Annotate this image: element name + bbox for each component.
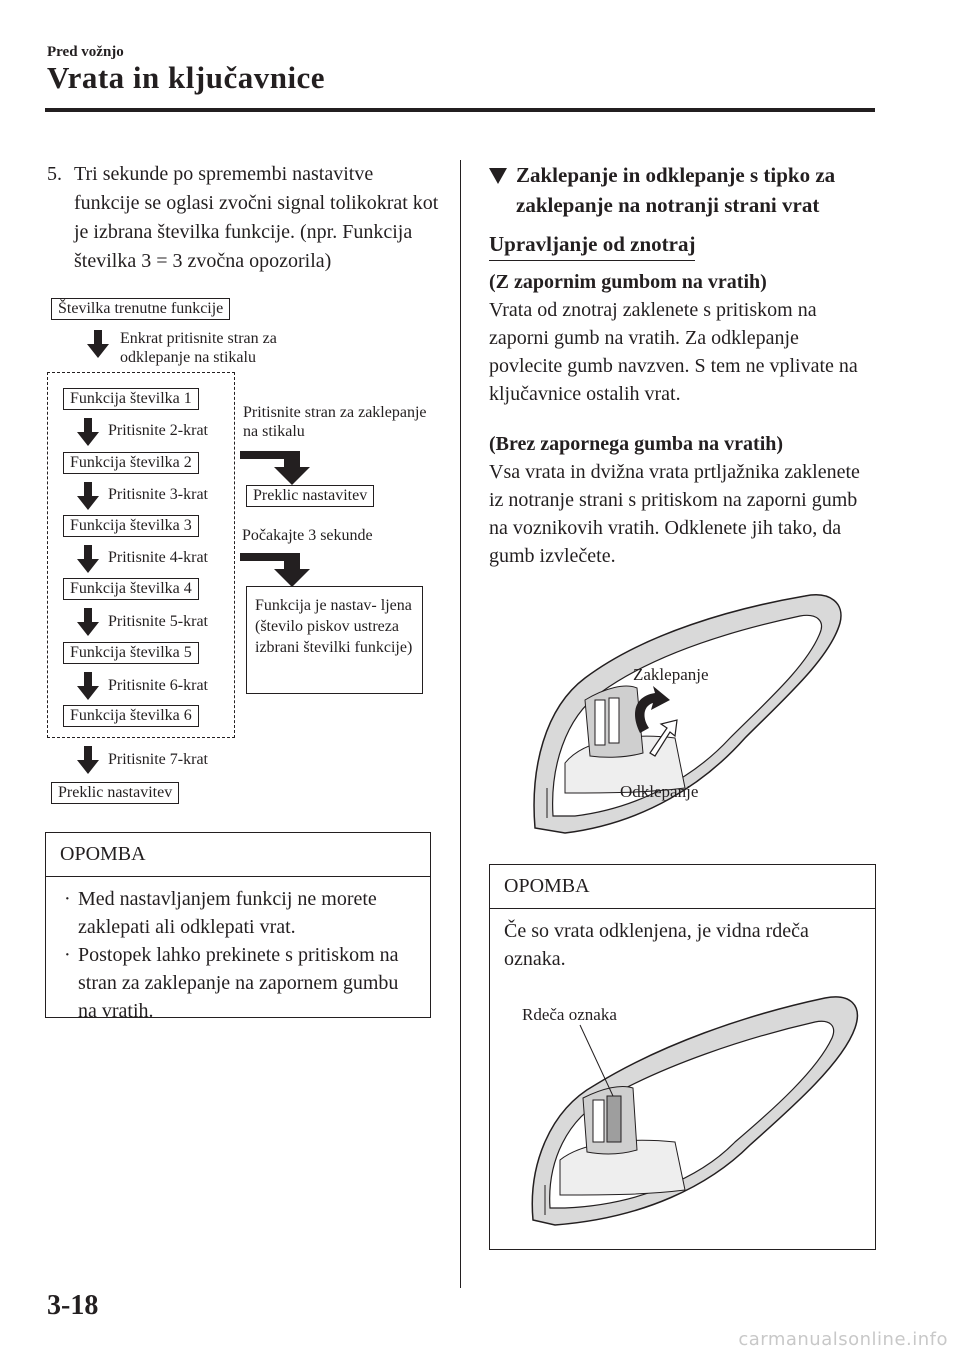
arrow-down-icon <box>76 608 100 636</box>
current-function-box: Številka trenutne funkcije <box>51 298 230 320</box>
note-bullet <box>60 885 420 941</box>
note-text: Če so vrata odklenjena, je vidna rdeča oznaka. <box>504 920 809 970</box>
right-heading: Zaklepanje in odklepanje s tipko za zaklepanje na notranji strani vrat <box>516 163 836 217</box>
arrow-down-icon <box>76 672 100 700</box>
step-5 <box>47 160 442 276</box>
case2-title: (Brez zapornega gumba na vratih) <box>489 433 784 455</box>
note-bullet-text: Med nastavljanjem funkcij ne morete zaklepati ali odklepati vrat. <box>78 888 377 938</box>
step-text: Tri sekunde po spremembi nastavitve funkcije se oglasi zvočni signal tolikokrat kot je izbrana številka funkcije. (npr. Funkcija številka 3 = 3 zvočna opozorila) <box>74 163 439 272</box>
press-once-label: Enkrat pritisnite stran za odklepanje na stikalu <box>120 330 277 366</box>
fig1-lock-label: Zaklepanje <box>633 665 709 684</box>
arrow-down-icon <box>76 545 100 573</box>
page-number: 3-18 <box>47 1290 99 1321</box>
press-label-4: Pritisnite 4-krat <box>108 549 208 566</box>
press-label-6: Pritisnite 6-krat <box>108 677 208 694</box>
note-body <box>46 877 430 1035</box>
case1-title: (Z zapornim gumbom na vratih) <box>489 271 767 293</box>
arrow-down-icon <box>76 482 100 510</box>
bullet-dot: · <box>64 944 71 966</box>
function-box-4: Funkcija številka 4 <box>63 578 199 600</box>
step-number: 5. <box>47 163 62 185</box>
result-box: Funkcija je nastav- ljena (število piskov ustreza izbrani številki funkcije) <box>246 586 423 694</box>
column-divider <box>460 160 461 1288</box>
press-lock-label: Pritisnite stran za zaklepanje na stikalu <box>243 404 427 440</box>
note-box-left <box>45 832 431 1022</box>
case2-text: Vsa vrata in dvižna vrata prtljažnika zaklenete iz notranje strani s pritiskom na zaporni gumb na voznikovih vratih. Odklenete jih tako, da gumb izvlečete. <box>489 461 860 567</box>
arrow-down-icon <box>76 418 100 446</box>
press-label-7: Pritisnite 7-krat <box>108 751 208 768</box>
cancel-box-right: Preklic nastavitev <box>246 485 374 507</box>
bent-arrow-icon <box>240 443 316 485</box>
case1-text: Vrata od znotraj zaklenete s pritiskom na zaporni gumb na vratih. Za odklepanje povlecite gumb navzven. S tem ne vplivate na ključavnice ostalih vrat. <box>489 299 858 405</box>
press-label-2: Pritisnite 2-krat <box>108 422 208 439</box>
function-box-5: Funkcija številka 5 <box>63 642 199 664</box>
fig1-unlock-label: Odklepanje <box>620 782 699 801</box>
press-label-3: Pritisnite 3-krat <box>108 486 208 503</box>
function-box-3: Funkcija številka 3 <box>63 515 199 537</box>
cancel-box: Preklic nastavitev <box>51 782 179 804</box>
section-label: Pred vožnjo <box>47 44 124 60</box>
arrow-down-icon <box>76 746 100 774</box>
red-mark-figure <box>525 990 865 1230</box>
bent-arrow-icon <box>240 545 316 587</box>
function-box-2: Funkcija številka 2 <box>63 452 199 474</box>
subheading-inside: Upravljanje od znotraj <box>489 230 695 261</box>
watermark: carmanualsonline.info <box>738 1329 948 1350</box>
arrow-down-icon <box>86 330 110 358</box>
page-title: Vrata in ključavnice <box>47 60 326 95</box>
note-bullet <box>60 941 420 1025</box>
bullet-dot: · <box>64 888 71 910</box>
press-label-5: Pritisnite 5-krat <box>108 613 208 630</box>
title-rule <box>45 108 875 112</box>
fig2-red-mark-label: Rdeča oznaka <box>522 1005 617 1024</box>
function-box-1: Funkcija številka 1 <box>63 388 199 410</box>
wait-label: Počakajte 3 sekunde <box>242 527 373 544</box>
note-bullet-text: Postopek lahko prekinete s pritiskom na stran za zaklepanje na zapornem gumbu na vratih. <box>78 944 399 1022</box>
note-heading: OPOMBA <box>46 833 430 877</box>
note-heading: OPOMBA <box>490 865 875 909</box>
function-box-6: Funkcija številka 6 <box>63 705 199 727</box>
triangle-down-icon <box>489 168 507 184</box>
